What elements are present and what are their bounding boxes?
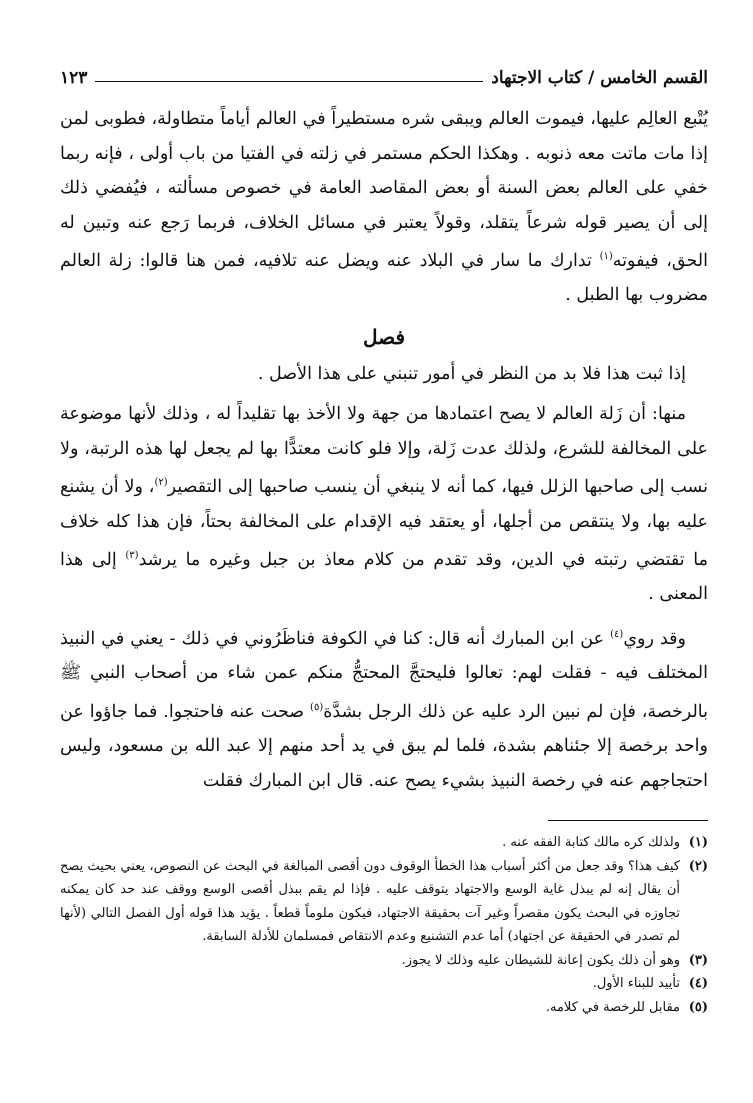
- paragraph-4-start: وقد روي: [623, 628, 686, 649]
- footnote-1: [60, 831, 708, 855]
- header-title: القسم الخامس / كتاب الاجتهاد: [491, 68, 708, 88]
- section-title: فصل: [362, 324, 406, 349]
- footnote-number: (٢): [688, 858, 708, 874]
- paragraph-3-mid: ، ولا أن يشنع عليه بها، ولا ينتقص من أجلها، أو يعتقد فيه الإقدام على المخالفة بحتاً، فإن هذا كله خلاف ما تقتضي رتبته في الدين، وقد تقدم من كلام معاذ بن جبل وغيره ما يرشد: [60, 477, 708, 570]
- footnote-ref-5: (٥): [310, 701, 324, 713]
- footnote-separator: [548, 820, 708, 821]
- paragraph-3-text: منها: أن زَلة العالم لا يصح اعتمادها من جهة ولا الأخذ بها تقليداً له ، وذلك لأنها موضوعة على المخالفة للشرع، ولذلك عدت زَلة، وإلا فلو كانت معتدًّا بها لم يجعل لها هذه الرتبة، ولا نسب إلى صاحبها الزلل فيها، كما أنه لا ينبغي أن ينسب صاحبها إلى التقصير: [60, 404, 708, 498]
- footnote-5: [60, 996, 708, 1020]
- footnote-text: وهو أن ذلك يكون إعانة للشيطان عليه وذلك لا يجوز.: [401, 952, 680, 968]
- footnote-4: [60, 972, 708, 996]
- footnote-text: كيف هذا؟ وقد جعل من أكثر أسباب هذا الخطأ الوقوف دون أقصى المبالغة في البحث عن النصوص، يعني بحيث يصح أن يقال إنه لم يبذل غاية الوسع والاجتهاد يتوقف عليه . فإذا لم يقم ببذل أقصى الوسع ووقف عند حد كان يمكنه تجاوزه في البحث يكون مقصراً وغير آت بحقيقة الاجتهاد، فيكون ملوماً قطعاً . يؤيد هذا قوله أول الفصل التالي (لأنها لم تصدر في الحقيقة عن اجتهاد) أما عدم التشنيع وعدم الانتقاص فمسلمان للأدلة السابقة.: [60, 858, 680, 945]
- paragraph-3-end: إلى هذا المعنى .: [60, 549, 708, 605]
- footnote-number: (٥): [688, 999, 708, 1015]
- paragraph-4: [60, 618, 708, 798]
- paragraph-4-mid: عن ابن المبارك أنه قال: كنا في الكوفة فناظَرُوني في ذلك - يعني في النبيذ المختلف فيه - فقلت لهم: تعالوا فليحتجَّ المحتجُّ منكم عمن شاء من أصحاب النبي ﷺ بالرخصة، فإن لم نبين الرد عليه عن ذلك الرجل بشدَّة: [60, 628, 708, 722]
- footnote-ref-2: (٢): [154, 477, 168, 489]
- footnote-number: (٣): [688, 952, 708, 968]
- paragraph-1: [60, 102, 708, 313]
- footnote-ref-3: (٣): [125, 550, 139, 562]
- paragraph-3: [60, 397, 708, 612]
- footnote-ref-1: (١): [599, 251, 613, 262]
- footnotes: [60, 831, 708, 1019]
- paragraph-2: إذا ثبت هذا فلا بد من النظر في أمور تنبني على هذا الأصل .: [257, 363, 686, 384]
- footnote-2: [60, 855, 708, 949]
- paragraph-1-text: يُتْبع العالِم عليها، فيموت العالم ويبقى شره مستطيراً في العالم أياماً متطاولة، فطوبى لمن إذا مات ماتت معه ذنوبه . وهكذا الحكم مستمر في زلته في الفتيا من باب أولى ، فإنه ربما خفي على العالم بعض السنة أو بعض المقاصد العامة في خصوص مسألته ، فيُفضي ذلك إلى أن يصير قوله شرعاً يتقلد، وقولاً يعتبر في مسائل الخلاف، فربما رَجع عنه وتبين له الحق، فيفوته: [60, 109, 708, 271]
- paragraph-4-end: صحت عنه فاحتجوا. فما جاؤوا عن واحد برخصة إلا جئناهم بشدة، فلما لم يبق في يد أحد منهم إلا عبد الله بن مسعود، وليس احتجاجهم عنه في رخصة النبيذ بشيء يصح عنه. قال ابن المبارك فقلت: [60, 701, 708, 791]
- footnote-ref-4: (٤): [610, 628, 624, 640]
- footnote-text: مقابل للرخصة في كلامه.: [545, 999, 680, 1015]
- footnote-number: (١): [688, 835, 708, 851]
- header-rule: [95, 81, 483, 82]
- footnote-text: ولذلك كره مالك كتابة الفقه عنه .: [502, 835, 680, 851]
- paragraph-1-end: تدارك ما سار في البلاد عنه ويضل عنه تلافيه، فمن هنا قالوا: زلة العالم مضروب بها الطبل .: [60, 250, 708, 306]
- page-number: ١٢٣: [60, 68, 88, 88]
- footnote-3: [60, 949, 708, 973]
- footnote-text: تأييد للبناء الأول.: [592, 976, 680, 992]
- footnote-number: (٤): [688, 976, 708, 992]
- book-page: [60, 60, 708, 1019]
- main-text: [60, 102, 708, 798]
- running-header: [60, 60, 708, 88]
